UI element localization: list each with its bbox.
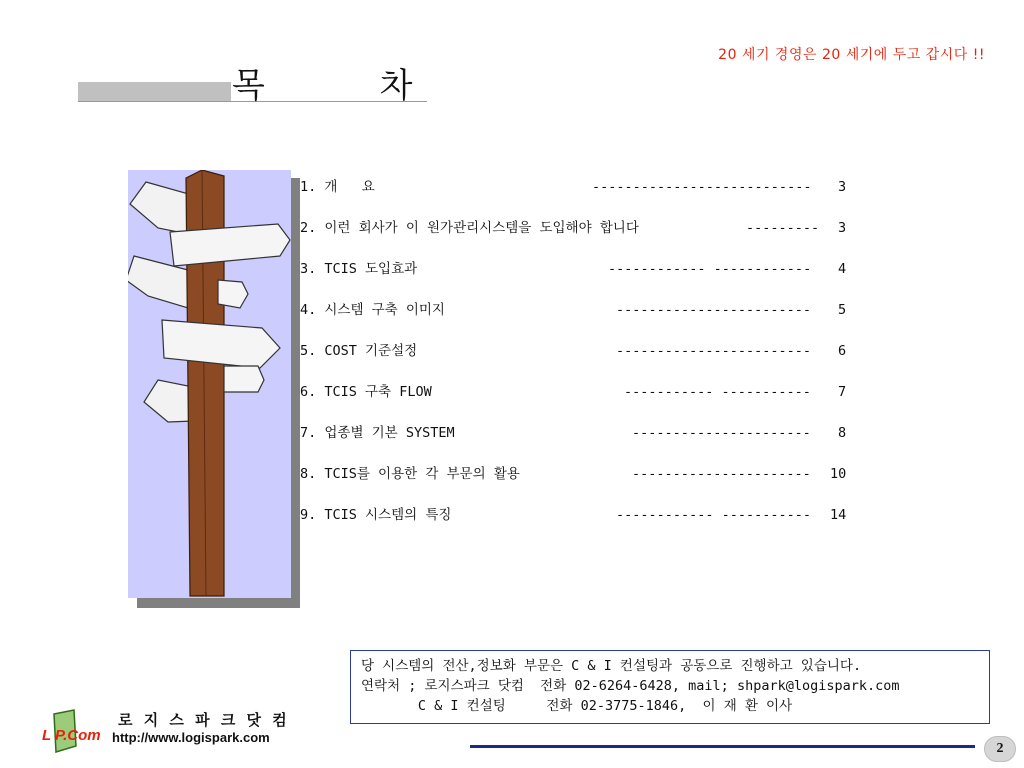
toc-item-dashes: ------------ ------------ bbox=[608, 261, 812, 277]
toc-item-page: 3 bbox=[838, 220, 847, 236]
toc-item[interactable] bbox=[300, 422, 860, 463]
toc-item-page: 7 bbox=[838, 384, 847, 400]
toc-item-page: 6 bbox=[838, 343, 847, 359]
toc-item-label: 4. 시스템 구축 이미지 bbox=[300, 302, 445, 318]
brand-url-link[interactable]: http://www.logispark.com bbox=[112, 730, 270, 745]
toc-item-page: 10 bbox=[830, 466, 847, 482]
toc-item-page: 5 bbox=[838, 302, 847, 318]
toc-item-dashes: ---------------------- bbox=[632, 466, 811, 482]
toc-item-dashes: --------------------------- bbox=[592, 179, 812, 195]
company-logo bbox=[40, 706, 115, 756]
toc-item[interactable] bbox=[300, 463, 860, 504]
toc-item-dashes: ------------------------ bbox=[616, 343, 812, 359]
toc-item[interactable] bbox=[300, 340, 860, 381]
notice-line: 연락처 ; 로지스파크 닷컴 전화 02-6264-6428, mail; shpark@logispark.com bbox=[361, 678, 900, 694]
toc-item-dashes: ---------------------- bbox=[632, 425, 811, 441]
toc-item[interactable] bbox=[300, 381, 860, 422]
page-number-badge: 2 bbox=[984, 736, 1016, 762]
brand-name: 로 지 스 파 크 닷 컴 bbox=[118, 711, 290, 729]
notice-line: 당 시스템의 전산,정보화 부문은 C & I 컨설팅과 공동으로 진행하고 있습니다. bbox=[361, 658, 862, 674]
toc-item-page: 8 bbox=[838, 425, 847, 441]
slogan-text: 20 세기 경영은 20 세기에 두고 갑시다 !! bbox=[718, 47, 985, 63]
toc-item[interactable] bbox=[300, 176, 860, 217]
toc-item-page: 3 bbox=[838, 179, 847, 195]
table-of-contents bbox=[300, 176, 860, 545]
toc-item-dashes: ------------------------ bbox=[616, 302, 812, 318]
toc-item-dashes: ------------ ----------- bbox=[616, 507, 812, 523]
notice-line: C & I 컨설팅 전화 02-3775-1846, 이 재 환 이사 bbox=[361, 698, 793, 714]
toc-item-label: 7. 업종별 기본 SYSTEM bbox=[300, 425, 455, 441]
toc-item[interactable] bbox=[300, 504, 860, 545]
toc-item-dashes: ----------- ----------- bbox=[624, 384, 811, 400]
toc-item-label: 1. 개 요 bbox=[300, 179, 375, 195]
toc-item[interactable] bbox=[300, 258, 860, 299]
toc-item-label: 6. TCIS 구축 FLOW bbox=[300, 384, 432, 400]
page-title: 목 차 bbox=[232, 66, 465, 106]
contact-notice-box bbox=[350, 650, 990, 724]
toc-item-label: 2. 이런 회사가 이 원가관리시스템을 도입해야 합니다 bbox=[300, 220, 639, 236]
sign-board bbox=[224, 366, 264, 392]
toc-item-label: 8. TCIS를 이용한 각 부문의 활용 bbox=[300, 466, 520, 482]
toc-item-label: 3. TCIS 도입효과 bbox=[300, 261, 418, 277]
toc-item-dashes: --------- bbox=[746, 220, 820, 236]
title-accent-bar bbox=[78, 82, 231, 101]
toc-item-label: 9. TCIS 시스템의 특징 bbox=[300, 507, 452, 523]
toc-item-page: 4 bbox=[838, 261, 847, 277]
toc-item[interactable] bbox=[300, 217, 860, 258]
toc-item-label: 5. COST 기준설정 bbox=[300, 343, 418, 359]
signpost-illustration bbox=[128, 170, 300, 608]
logo-text: L P.Com bbox=[42, 727, 101, 744]
toc-item-page: 14 bbox=[830, 507, 847, 523]
toc-item[interactable] bbox=[300, 299, 860, 340]
footer-divider bbox=[470, 745, 975, 748]
